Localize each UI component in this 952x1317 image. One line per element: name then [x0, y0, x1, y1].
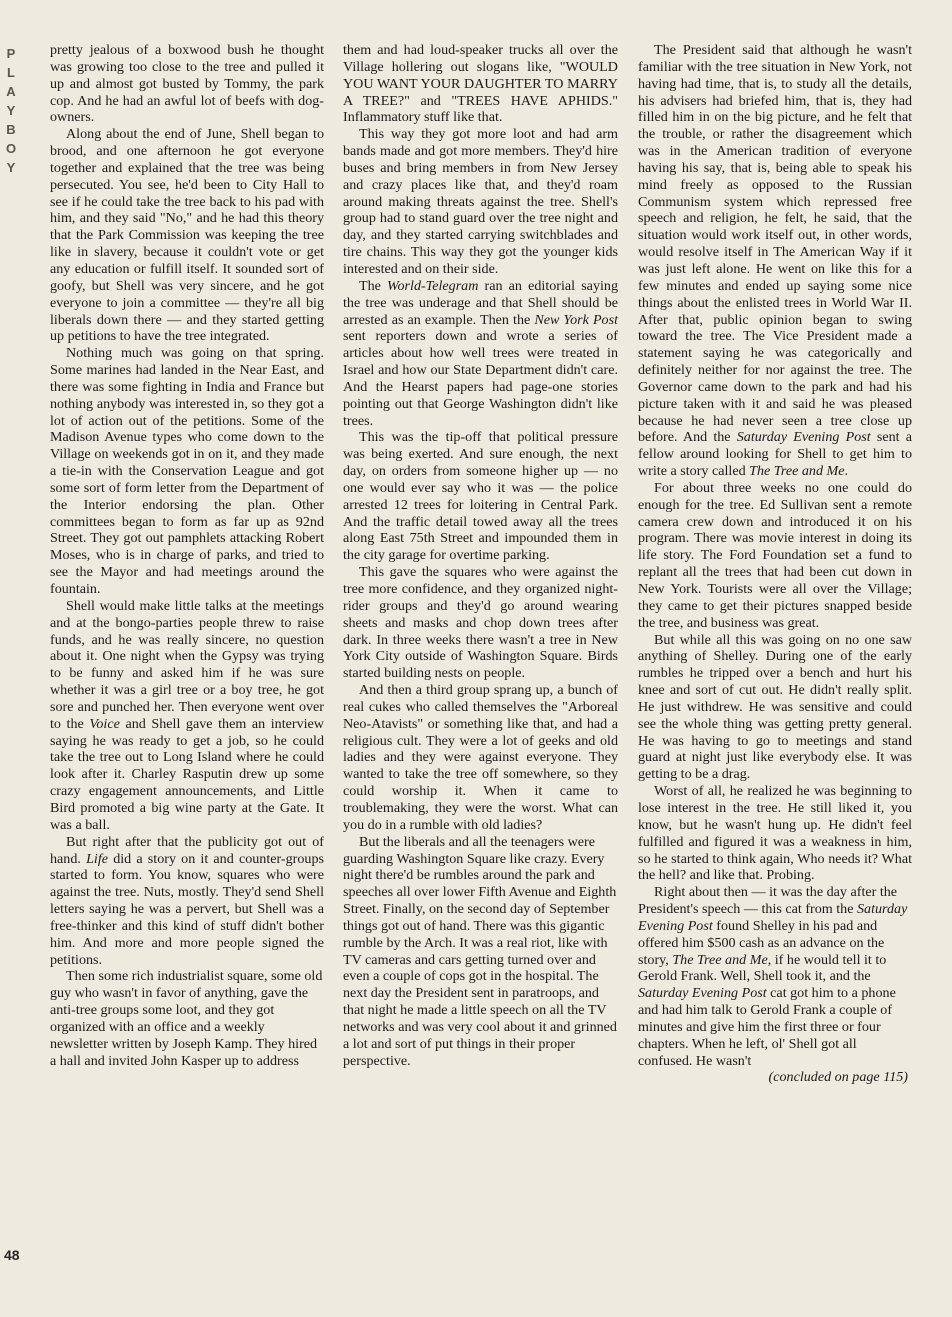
- italic-title: Life: [86, 850, 109, 867]
- italic-title: Saturday Evening Post: [638, 901, 908, 934]
- paragraph: For about three weeks no one could do enough for the tree. Ed Sullivan sent a remote camera crew down and introduced it on his program. There was movie interest in doing its life story. The Ford Foundation set a fund to replant all the trees that had been cut down in New York. Tourists were all over the Village; they came to get their pictures snapped beside the tree, and business was great.: [638, 479, 912, 631]
- text-column-1: [50, 42, 324, 1069]
- running-head-letter: L: [7, 65, 15, 80]
- paragraph: But while all this was going on no one saw anything of Shelley. During one of the early rumbles he tripped over a bench and hurt his knee and sort of cut out. He didn't really split. He just withdrew. He was sensitive and could see the whole thing was getting pretty general. He was having to go to meetings and stand guard at night just like everybody else. It was getting to be a drag.: [638, 631, 912, 783]
- paragraph: This was the tip-off that political pressure was being exerted. And sure enough, the next day, on orders from someone higher up — no one would ever say who it was — the police arrested 12 trees for loitering in Central Park. And the traffic detail towed away all the trees along East 75th Street and impounded them in the city garage for overtime parking.: [343, 429, 618, 564]
- text-run: sent reporters down and wrote a series of articles about how well trees were treated in Israel and how our State Department didn't care. And the Hearst papers had page-one stories pointing out that George Washington didn't like trees.: [343, 328, 618, 429]
- running-head-letter: P: [6, 46, 16, 61]
- text-run: sent a fellow around looking for Shell to get him to write a story called: [638, 429, 912, 480]
- text-run: ran an editorial saying the tree was underage and that Shell should be arrested as an example. Then the: [343, 277, 618, 328]
- paragraph: This way they got more loot and had arm bands made and got more members. They'd hire buses and bring members in from New Jersey and crazy places like that, and they'd roam around making threats against the tree. Shell's group had to stand guard over the tree night and day, and they started carrying switchblades and tire chains. This way they got the younger kids interested and on their side.: [343, 126, 618, 277]
- paragraph: Along about the end of June, Shell began to brood, and one afternoon he got everyone together and explained that the tree was being persecuted. You see, he'd been to City Hall to see if he could take the tree back to his pad with him, and they said "No," and he had this theory that the Park Commission was keeping the tree like in slavery, because it couldn't vote or get any education or fulfill itself. It sounded sort of goofy, but Shell was very sincere, and he got everyone to join a committee — they're all big liberals down there — and they started getting up petitions to have the tree integrated.: [50, 126, 324, 345]
- text-run: , if he would tell it to Gerold Frank. Well, Shell took it, and the: [638, 951, 887, 985]
- italic-title: The Tree and Me: [672, 951, 768, 968]
- text-run: Shell would make little talks at the meetings and at the bongo-parties people threw to raise funds, and he was really sincere, no question about it. One night when the Gypsy was trying to be funny and asked him if he was sure whether it was a girl tree or a boy tree, he got sore and punched her. Then everyone went over to the: [50, 597, 324, 732]
- text-run: Right about then — it was the day after the President's speech — this cat from the: [638, 884, 898, 918]
- paragraph: Worst of all, he realized he was beginning to lose interest in the tree. He still liked it, you know, but he wasn't hung up. He didn't feel fulfilled and figured it was a weakness in him, so he started to think again, Who needs it? What the hell? and like that. Probing.: [638, 783, 912, 884]
- paragraph: them and had loud-speaker trucks all over the Village hollering out slogans like, "WOULD YOU WANT YOUR DAUGHTER TO MARRY A TREE?" and "TREES HAVE APHIDS." Inflammatory stuff like that.: [343, 42, 618, 126]
- text-column-3: [638, 42, 912, 1086]
- paragraph: pretty jealous of a boxwood bush he thought was growing too close to the tree and pulled it up and almost got busted by Tommy, the park cop. And he had an awful lot of beefs with dog-owners.: [50, 42, 324, 126]
- italic-title: The Tree and Me: [749, 463, 845, 480]
- text-run: .: [844, 463, 849, 480]
- italic-title: Saturday Evening Post: [736, 429, 871, 446]
- paragraph: [638, 884, 912, 1069]
- paragraph: Nothing much was going on that spring. Some marines had landed in the Near East, and there was some fighting in India and France but nothing anybody was interested in, so they got a lot of action out of the petitions. Some of the Madison Avenue types who come down to the Village on weekends got in on it, and they made a tie-in with the Conservation League and got some sort of form letter from the Department of the Interior endorsing the plan. Other committees began to form as far up as 92nd Street. They got out pamphlets attacking Robert Moses, who is in charge of parks, and tried to see the Mayor and had meetings around the fountain.: [50, 345, 324, 597]
- text-run: did a story on it and counter-groups started to form. You know, squares who were against the tree. Nuts, mostly. They'd send Shell letters saying he was a pervert, but Shell was a free-thinker and this kind of stuff didn't bother him. And more and more people signed the petitions.: [50, 850, 324, 968]
- paragraph: And then a third group sprang up, a bunch of real cukes who called themselves the "Arboreal Neo-Atavists" or something like that, and had a religious cult. They were a lot of geeks and old ladies and they were against everyone. They wanted to take the tree off somewhere, so they could worship it. When it came to troublemaking, they were the worst. What can you do in a rumble with old ladies?: [343, 682, 618, 833]
- running-head: [4, 44, 18, 177]
- italic-title: Saturday Evening Post: [638, 985, 767, 1002]
- running-head-letter: B: [6, 122, 16, 137]
- paragraph: [50, 834, 324, 969]
- text-run: and Shell gave them an interview saying he was ready to get a job, so he could take the tree out to Long Island where he could look after it. Charley Rasputin drew up some crazy engagement announcements, and Little Bird promoted a big wine party at the Gate. It was a ball.: [50, 715, 324, 833]
- text-run: The: [359, 277, 388, 294]
- italic-title: New York Post: [534, 311, 618, 328]
- paragraph: But the liberals and all the teenagers were guarding Washington Square like crazy. Every night there'd be rumbles around the park and speeches all over lower Fifth Avenue and Eighth Street. Finally, on the second day of September things got out of hand. There was this gigantic rumble by the Arch. It was a real riot, like with TV cameras and cars getting turned over and even a couple of cops got in the hospital. The next day the President sent in paratroops, and that night he made a little speech on all the TV networks and was very cool about it and grinned a lot and sort of put things in their proper perspective.: [343, 833, 617, 1069]
- running-head-letter: A: [6, 84, 16, 99]
- paragraph: Then some rich industrialist square, some old guy who wasn't in favor of anything, gave the anti-tree groups some loot, and they got organized with an office and a weekly newsletter written by Joseph Kamp. They hired a hall and invited John Kasper up to address: [50, 968, 323, 1069]
- italic-title: Voice: [89, 715, 120, 732]
- continued-notice: (concluded on page 115): [768, 1069, 908, 1086]
- text-run: cat got him to a phone and had him talk to Gerold Frank a couple of minutes and give him the first three or four chapters. When he left, ol' Shell got all confused. He wasn't: [638, 985, 896, 1069]
- page-number: 48: [4, 1247, 20, 1263]
- running-head-letter: O: [5, 141, 17, 156]
- text-run: found Shelley in his pad and offered him $500 cash as an advance on the story,: [638, 917, 885, 968]
- paragraph: This gave the squares who were against the tree more confidence, and they organized night-rider groups and they'd go around wearing sheets and masks and chop down trees after dark. In three weeks there wasn't a tree in New York City outside of Washington Square. Birds started building nests on people.: [343, 564, 618, 682]
- running-head-letter: Y: [6, 160, 16, 175]
- text-run: The President said that although he wasn't familiar with the tree situation in New York, not having had time, that is, to study all the details, his advisers had briefed him, that is, they had filled him in on the big picture, and he felt that the trouble, or rather the disagreement which was in the American tradition of everyone having his say, that is, being able to speak his mind freely as opposed to the Russian Communism system which repressed free speech and religion, he felt, he said, that the situation would work itself out, in other words, would resolve itself in The American Way if it was just left alone. He went on like this for a few minutes and ended up saying some nice things about the enlisted trees in World War II. After that, public opinion began to swing toward the tree. The Vice President made a statement saying he was categorically and definitely neither for nor against the tree. The Governor came down to the park and had his picture taken with it and said he was pleased because he had never seen a tree close up before. And the: [638, 42, 912, 446]
- italic-title: World-Telegram: [387, 277, 479, 294]
- text-run: But right after that the publicity got out of hand.: [50, 833, 324, 867]
- running-head-letter: Y: [6, 103, 16, 118]
- text-column-2: [343, 42, 618, 1069]
- paragraph: [343, 278, 618, 430]
- paragraph: [50, 598, 324, 834]
- paragraph: [638, 42, 912, 480]
